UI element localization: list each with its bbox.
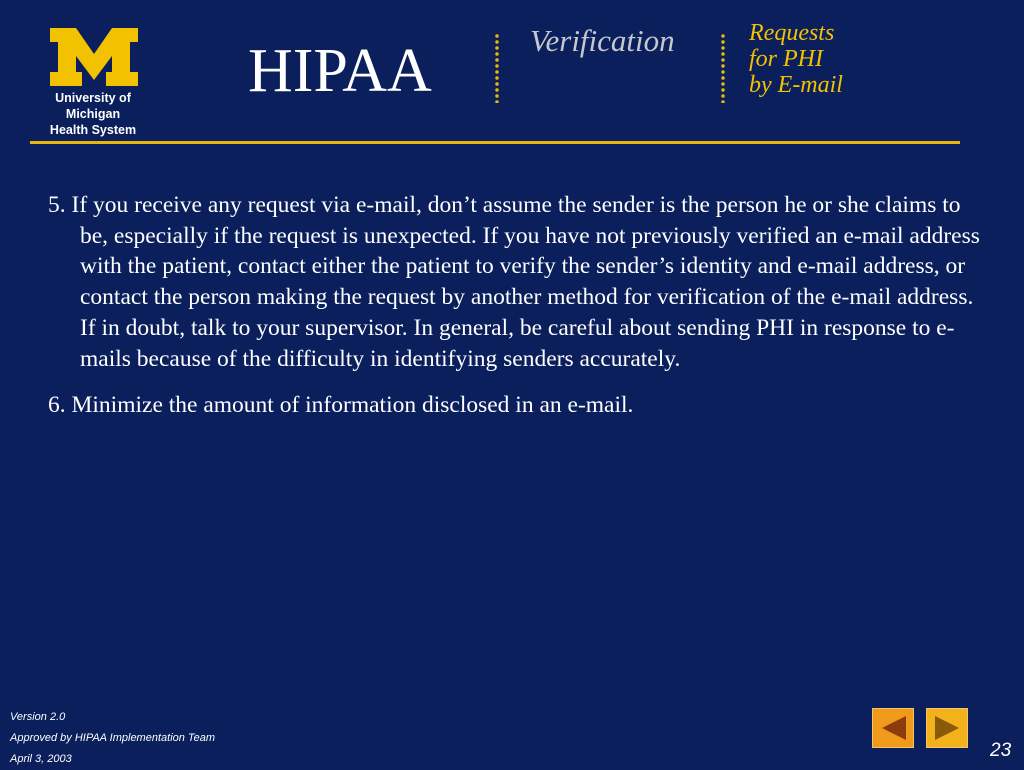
topic-line: for PHI bbox=[749, 46, 823, 72]
topic-label bbox=[749, 20, 843, 98]
logo-text-line2: Health System bbox=[49, 123, 137, 137]
footer-date: April 3, 2003 bbox=[10, 753, 72, 765]
next-slide-button[interactable] bbox=[926, 708, 968, 748]
topic-line: Requests bbox=[749, 20, 835, 46]
slide-title: HIPAA bbox=[248, 37, 432, 105]
slide-body bbox=[48, 190, 983, 437]
page-number: 23 bbox=[990, 740, 1012, 761]
footer-version: Version 2.0 bbox=[10, 711, 66, 723]
section-label: Verification bbox=[530, 23, 675, 58]
dotted-divider bbox=[721, 33, 725, 103]
body-paragraph: 5. If you receive any request via e-mail, don’t assume the sender is the person he or she claims to be, especially if the request is unexpected. If you have not previously verified an e-mail address with the patient, contact either the patient to verify the sender’s identity and e-mail address, or contact the person making the request by another method for verification of the e-mail address. If in doubt, talk to your supervisor. In general, be careful about sending PHI in response to e-mails because of the difficulty in identifying senders accurately. bbox=[48, 192, 980, 372]
arrow-right-icon bbox=[927, 709, 967, 747]
topic-line: by E-mail bbox=[749, 72, 843, 98]
previous-slide-button[interactable] bbox=[872, 708, 914, 748]
footer-approved: Approved by HIPAA Implementation Team bbox=[10, 732, 216, 744]
logo-text-line1: University of Michigan bbox=[55, 91, 131, 121]
arrow-left-icon bbox=[873, 709, 913, 747]
block-m-icon bbox=[50, 28, 138, 86]
body-paragraph: 6. Minimize the amount of information disclosed in an e-mail. bbox=[48, 392, 634, 419]
dotted-divider bbox=[495, 33, 499, 103]
university-logo bbox=[28, 28, 158, 138]
header-rule bbox=[30, 141, 960, 144]
footer bbox=[10, 707, 215, 770]
